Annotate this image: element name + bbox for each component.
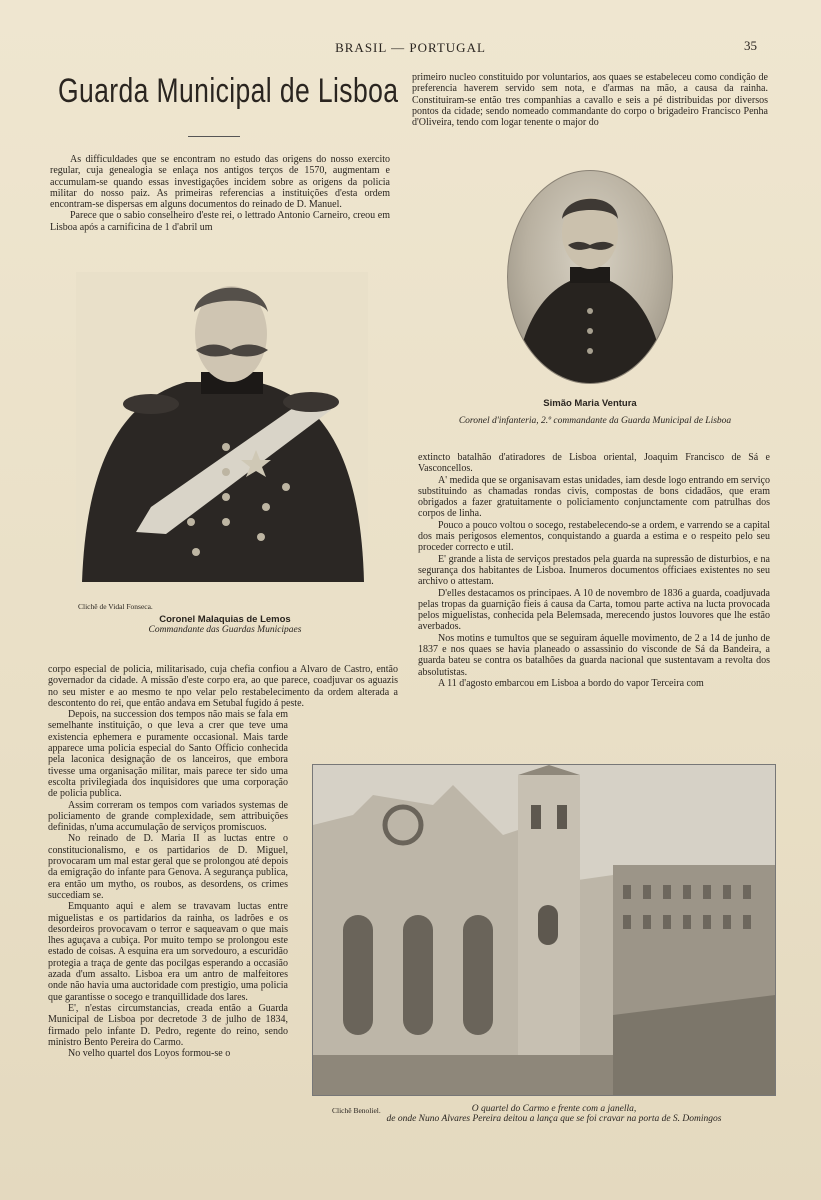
photo-carmo-convent <box>312 764 776 1096</box>
paragraph: No reinado de D. Maria II as luctas entre o constitucionalismo, e os partidarios de D. Miguel, provocaram um mal estar geral que se prolongou até depois da emigração do infante para Genova. A segurança publica, era então um mytho, os roubos, as desordens, os crimes succediam se. <box>48 833 288 901</box>
portrait-name: Coronel Malaquias de Lemos <box>159 614 291 625</box>
portrait-role-right-wrap <box>412 416 778 426</box>
page-number: 35 <box>744 38 757 53</box>
photo-credit: Clichê Benoliel. <box>332 1106 381 1115</box>
portrait-role: Coronel d'infanteria, 2.º commandante da Guarda Municipal de Lisboa <box>458 416 732 426</box>
paragraph: extincto batalhão d'atiradores de Lisboa oriental, Joaquim Francisco de Sá e Vasconcellos. <box>418 452 770 475</box>
portrait-caption-right <box>470 398 710 409</box>
paragraph: No velho quartel dos Loyos formou-se o <box>68 1048 231 1060</box>
ruins-caption <box>330 1104 778 1124</box>
paragraph: Depois, na succession dos tempos não mais se fala em semelhante instituição, o que leva a crer que teve uma existencia ephemera e puramente occasional. Mais tarde apparece uma policia especial do Santo Officio conhecida pela laconica designação de os lanceiros, que embora tivesse uma organisação militar, mais parece ter sido uma escolta privilegiada dos inquisidores que uma corporação de policia publica. <box>48 709 288 800</box>
portrait-caption-left <box>110 614 340 635</box>
paragraph: primeiro nucleo constituido por voluntarios, aos quaes se estabeleceu como condição de preferencia haverem servido sem nota, e d'armas na mão, a causa da rainha. Constituiram-se então tres companhias a cavallo e seis a pé distribuidas por diversos pontos da cidade; sendo nomeado commandante do corpo o brigadeiro Francisco Penha d'Oliveira, tendo com logar tenente o major do <box>412 72 768 129</box>
paragraph: Pouco a pouco voltou o socego, restabelecendo-se a ordem, e varrendo se a capital dos mais perigosos elementos, conquistando a guarda a estima e o respeito pelo seu proceder correcto e util. <box>418 519 770 554</box>
intro-paragraph: As difficuldades que se encontram no estudo das origens do nosso exercito regular, cuja genealogia se enlaça nos antigos terços de 1570, augmentam e accumulam-se quando essas investigações incidem sobre as origens da policia militar do nosso paiz. As primeiras referencias a instituições d'esta ordem encontram-se dispersas em alguns documentos do reinado de D. Manuel. <box>50 154 390 211</box>
ruins-caption-line-2: de onde Nuno Alvares Pereira deitou a lança que se foi cravar na porta de S. Domingos <box>386 1114 722 1124</box>
paragraph: E' grande a lista de serviços prestados pela guarda na supressão de disturbios, e na segurança dos habitantes de Lisboa. Inumeros documentos officiaes existentes no seu archivo o attestam. <box>418 553 770 588</box>
paragraph: Assim correram os tempos com variados systemas de policiamento de grande complexidade, sem attribuições definidas, n'uma accumulação de serviços promiscuos. <box>48 799 288 834</box>
paragraph: A 11 d'agosto embarcou em Lisboa a bordo do vapor Terceira com <box>438 677 704 689</box>
intro-paragraph: Parece que o sabio conselheiro d'este rei, o lettrado Antonio Carneiro, creou em Lisboa após a carnificina de 1 d'abril um <box>50 210 390 233</box>
portrait-name: Simão Maria Ventura <box>543 398 637 409</box>
paragraph: D'elles destacamos os principaes. A 10 de novembro de 1836 a guarda, coadjuvada pelas tropas da guarnição fieis á causa da Carta, tomou parte activa na lucta provocada pelos miguelistas, conhecida pela Belemsada, merecendo justos louvores que lhe estão averbados. <box>418 587 770 633</box>
paragraph: Nos motins e tumultos que se seguiram áquelle movimento, de 2 a 14 de junho de 1837 e nos quaes se havia planeado o assassinio do visconde de Sá da Bandeira, a guarda bateu se contra os batalhões da guarda nacional que sustentavam a revolta dos absolutistas. <box>418 632 770 678</box>
photo-credit: Clichê de Vidal Fonseca. <box>78 602 153 611</box>
paragraph: Emquanto aqui e alem se travavam luctas entre miguelistas e os partidarios da rainha, os ladrões e os desordeiros provocavam o terror e saqueavam o que mais lhes aguçava a cubiça. Por muito tempo se prolongou este estado de coisas. A esquina era um sorvedouro, a escuridão protegia a traça de gente das pocilgas esperando a occasião azada d'um assalto. Lisboa era um antro de malfeitores onde não havia uma auctoridade com prestigio, uma policia que garantisse o socego e tranquillidade dos lares. <box>48 901 288 1003</box>
running-title: BRASIL — PORTUGAL <box>335 40 486 55</box>
paragraph: E', n'estas circumstancias, creada então a Guarda Municipal de Lisboa por decretode 3 de julho de 1834, firmado pelo infante D. Pedro, regente do reino, sendo ministro Bento Pereira do Carmo. <box>48 1002 288 1048</box>
article-title: Guarda Municipal de Lisboa <box>58 72 399 110</box>
right-column-top-text <box>412 72 768 128</box>
ruins-caption-line-1: O quartel do Carmo e frente com a janella, <box>471 1104 637 1114</box>
right-column-mid-text <box>418 452 770 689</box>
paragraph: corpo especial de policia, militarisado, cuja chefia confiou a Alvaro de Castro, então governador da cidade. A missão d'este corpo era, ao que parece, coadjuvar os aguazis no seu mister e ao mesmo te npo velar pelo restabelecimento da ordem alterada a descontento do rei, que então andava em Setubal fugido á peste. <box>48 664 398 709</box>
portrait-simao-maria-ventura <box>507 170 673 384</box>
portrait-role: Commandante das Guardas Municipaes <box>148 625 302 635</box>
paragraph: A' medida que se organisavam estas unidades, iam desde logo entrando em serviço substituindo as chamadas rondas civis, compostas de bons cidadãos, que eram obrigados a fazer gratuitamente o policiamento conjunctamente com patrulhas dos corpos de linha. <box>418 474 770 520</box>
title-rule <box>188 136 240 137</box>
intro-text <box>50 154 390 233</box>
portrait-malaquias-de-lemos <box>76 272 368 590</box>
